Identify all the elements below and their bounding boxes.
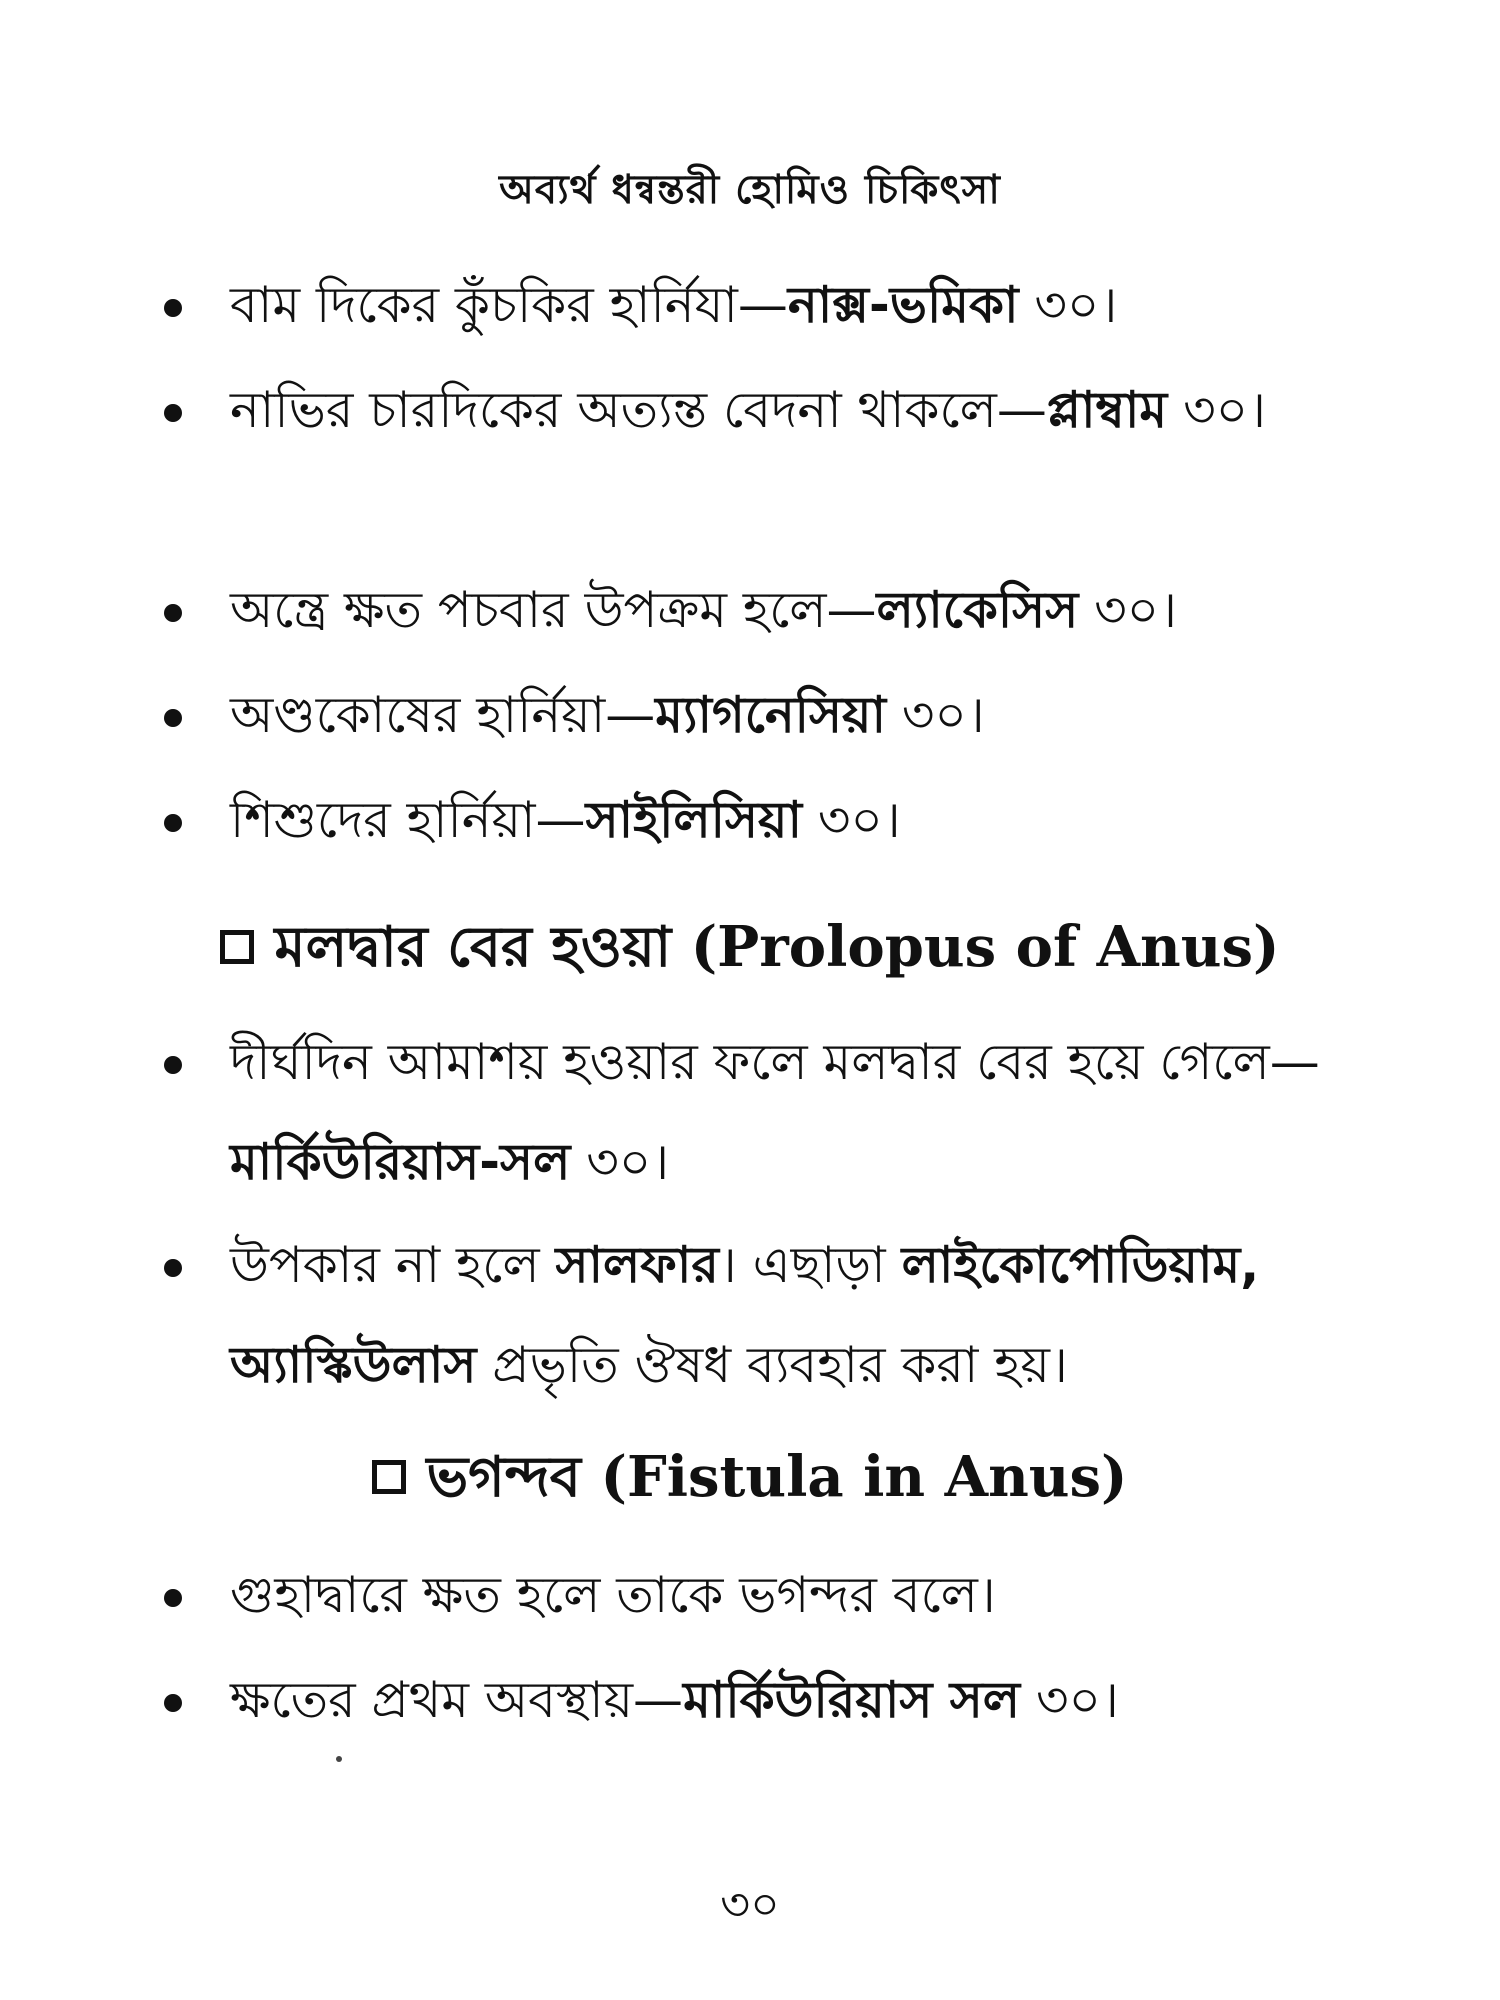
heading-text-bn: মলদ্বার বের হওয়া bbox=[274, 915, 672, 980]
bullet-icon bbox=[164, 1259, 182, 1277]
running-header: অব্যর্থ ধন্বন্তরী হোমিও চিকিৎসা bbox=[499, 167, 1001, 213]
list-item bbox=[168, 1545, 1338, 1645]
remedy-name: নাক্স-ভমিকা bbox=[787, 276, 1019, 334]
potency: ৩০। bbox=[570, 1133, 670, 1191]
bullet-icon bbox=[164, 1694, 182, 1712]
potency: ৩০। bbox=[801, 791, 901, 849]
potency: ৩০। bbox=[1167, 381, 1266, 439]
remedy-name: মার্কিউরিয়াস-সল bbox=[230, 1133, 571, 1191]
item-text: গুহাদ্বারে ক্ষত হলে তাকে ভগন্দর বলে। bbox=[230, 1566, 996, 1624]
item-text: অন্ত্রে ক্ষত পচবার উপক্রম হলে— bbox=[230, 581, 877, 639]
remedy-name: প্লাম্বাম bbox=[1046, 381, 1168, 439]
potency: ৩০। bbox=[1078, 581, 1178, 639]
item-text: অণ্ডকোষের হার্নিয়া— bbox=[230, 686, 656, 744]
item-body bbox=[168, 255, 1338, 355]
item-text: । এছাড়া bbox=[718, 1236, 902, 1294]
item-text: প্রভৃতি ঔষধ ব্যবহার করা হয়। bbox=[476, 1336, 1068, 1394]
item-text: বাম দিকের কুঁচকির হার্নিযা— bbox=[230, 276, 788, 334]
heading-text-en: (Fistula in Anus) bbox=[600, 1444, 1128, 1510]
bullet-icon bbox=[164, 709, 182, 727]
remedy-name: লাইকোপোডিয়াম, অ্যাস্কিউলাস bbox=[230, 1236, 1260, 1394]
bullet-icon bbox=[164, 299, 182, 317]
item-text: শিশুদের হার্নিয়া— bbox=[230, 791, 586, 849]
item-text: উপকার না হলে bbox=[230, 1236, 556, 1294]
list-item bbox=[168, 1650, 1338, 1750]
heading-text-en: (Prolopus of Anus) bbox=[690, 914, 1280, 980]
item-body bbox=[168, 1650, 1338, 1750]
item-text: ক্ষতের প্রথম অবস্থায়— bbox=[230, 1671, 684, 1729]
heading-text-bn: ভগন্দব bbox=[426, 1445, 581, 1510]
list-item bbox=[168, 560, 1338, 660]
list-item bbox=[168, 360, 1338, 460]
item-body bbox=[168, 360, 1338, 460]
page-number: ৩০ bbox=[720, 1877, 780, 1931]
item-body bbox=[168, 770, 1338, 870]
section-heading-fistula bbox=[0, 1437, 1500, 1518]
remedy-name: ম্যাগনেসিয়া bbox=[655, 686, 886, 744]
potency: ৩০। bbox=[1020, 1671, 1119, 1729]
potency: ৩০। bbox=[1018, 276, 1118, 334]
remedy-name: সালফার bbox=[555, 1236, 719, 1294]
list-item bbox=[168, 1012, 1338, 1212]
stray-ink-mark bbox=[336, 1756, 342, 1762]
item-body bbox=[168, 1545, 1338, 1645]
checkbox-icon bbox=[372, 1460, 406, 1494]
bullet-icon bbox=[164, 404, 182, 422]
item-body bbox=[168, 1012, 1338, 1212]
item-text: দীর্ঘদিন আমাশয় হওয়ার ফলে মলদ্বার বের হয়ে গেলে— bbox=[230, 1033, 1320, 1091]
checkbox-icon bbox=[220, 930, 254, 964]
bullet-icon bbox=[164, 1056, 182, 1074]
bullet-icon bbox=[164, 814, 182, 832]
bullet-icon bbox=[164, 604, 182, 622]
potency: ৩০। bbox=[885, 686, 985, 744]
section-heading-prolapse bbox=[0, 907, 1500, 988]
list-item bbox=[168, 255, 1338, 355]
item-text: নাভির চারদিকের অত্যন্ত বেদনা থাকলে— bbox=[230, 381, 1047, 439]
bullet-icon bbox=[164, 1589, 182, 1607]
item-body bbox=[168, 1215, 1338, 1415]
item-body bbox=[168, 665, 1338, 765]
item-body bbox=[168, 560, 1338, 660]
remedy-name: মার্কিউরিয়াস সল bbox=[683, 1671, 1021, 1729]
remedy-name: ল্যাকেসিস bbox=[876, 581, 1079, 639]
list-item bbox=[168, 1215, 1338, 1415]
list-item bbox=[168, 770, 1338, 870]
remedy-name: সাইলিসিয়া bbox=[585, 791, 802, 849]
list-item bbox=[168, 665, 1338, 765]
